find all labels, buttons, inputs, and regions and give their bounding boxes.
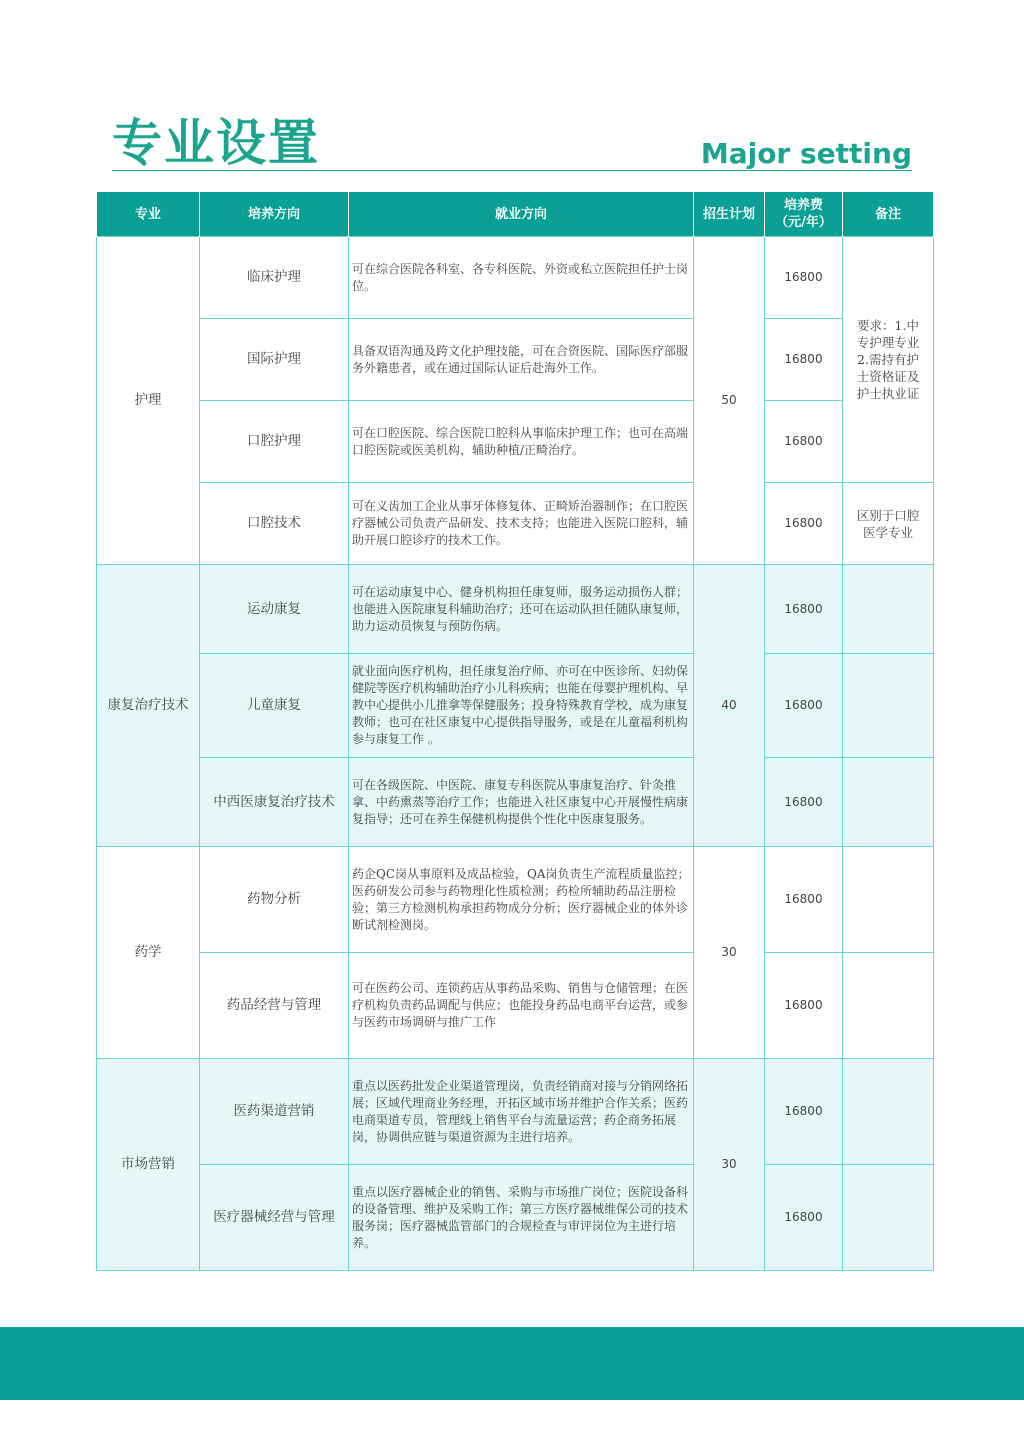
notes-cell xyxy=(843,654,934,758)
fee-cell: 16800 xyxy=(765,483,843,565)
col-header-plan: 招生计划 xyxy=(694,192,765,237)
table-row xyxy=(97,654,934,758)
col-header-fee-unit: （元/年） xyxy=(775,215,832,230)
fee-cell: 16800 xyxy=(765,1165,843,1271)
table-row xyxy=(97,565,934,654)
direction-cell: 中西医康复治疗技术 xyxy=(200,758,349,847)
employment-cell: 可在综合医院各科室、各专科医院、外资或私立医院担任护士岗位。 xyxy=(349,237,694,319)
fee-cell: 16800 xyxy=(765,758,843,847)
employment-cell: 可在运动康复中心、健身机构担任康复师，服务运动损伤人群；也能进入医院康复科辅助治疗；还可在运动队担任随队康复师，助力运动员恢复与预防伤病。 xyxy=(349,565,694,654)
col-header-major: 专业 xyxy=(97,192,200,237)
fee-cell: 16800 xyxy=(765,654,843,758)
fee-cell: 16800 xyxy=(765,237,843,319)
fee-cell: 16800 xyxy=(765,1059,843,1165)
notes-cell xyxy=(843,953,934,1059)
fee-cell: 16800 xyxy=(765,401,843,483)
table-row xyxy=(97,319,934,401)
fee-cell: 16800 xyxy=(765,565,843,654)
direction-cell: 医疗器械经营与管理 xyxy=(200,1165,349,1271)
employment-cell: 可在各级医院、中医院、康复专科医院从事康复治疗、针灸推拿、中药熏蒸等治疗工作；也能进入社区康复中心开展慢性病康复指导；还可在养生保健机构提供个性化中医康复服务。 xyxy=(349,758,694,847)
col-header-direction: 培养方向 xyxy=(200,192,349,237)
notes-cell xyxy=(843,1059,934,1165)
plan-cell: 30 xyxy=(694,1059,765,1271)
table-row xyxy=(97,237,934,319)
plan-cell: 30 xyxy=(694,847,765,1059)
employment-cell: 可在口腔医院、综合医院口腔科从事临床护理工作；也可在高端口腔医院或医美机构，辅助种植/正畸治疗。 xyxy=(349,401,694,483)
table-row xyxy=(97,401,934,483)
page-title: 专业设置 xyxy=(112,114,320,172)
direction-cell: 药物分析 xyxy=(200,847,349,953)
direction-cell: 临床护理 xyxy=(200,237,349,319)
col-header-employment: 就业方向 xyxy=(349,192,694,237)
footer-band xyxy=(0,1327,1024,1400)
title-divider xyxy=(112,170,912,171)
employment-cell: 就业面向医疗机构，担任康复治疗师、亦可在中医诊所、妇幼保健院等医疗机构辅助治疗小儿科疾病；也能在母婴护理机构、早教中心提供小儿推拿等保健服务；投身特殊教育学校，成为康复教师；也可在社区康复中心提供指导服务，或是在儿童福利机构参与康复工作 。 xyxy=(349,654,694,758)
notes-cell: 区别于口腔医学专业 xyxy=(843,483,934,565)
direction-cell: 医药渠道营销 xyxy=(200,1059,349,1165)
table-row xyxy=(97,953,934,1059)
page-subtitle-en: Major setting xyxy=(700,137,912,170)
direction-cell: 儿童康复 xyxy=(200,654,349,758)
employment-cell: 可在义齿加工企业从事牙体修复体、正畸矫治器制作；在口腔医疗器械公司负责产品研发、技术支持；也能进入医院口腔科，辅助开展口腔诊疗的技术工作。 xyxy=(349,483,694,565)
table-row xyxy=(97,758,934,847)
employment-cell: 重点以医药批发企业渠道管理岗，负责经销商对接与分销网络拓展；区域代理商业务经理，开拓区域市场并维护合作关系；医药电商渠道专员，管理线上销售平台与流量运营；药企商务拓展岗，协调供应链与渠道资源为主进行培养。 xyxy=(349,1059,694,1165)
direction-cell: 国际护理 xyxy=(200,319,349,401)
direction-cell: 口腔护理 xyxy=(200,401,349,483)
table-header-row xyxy=(97,192,934,237)
major-cell: 市场营销 xyxy=(97,1059,200,1271)
col-header-fee-label: 培养费 xyxy=(783,198,823,213)
fee-cell: 16800 xyxy=(765,319,843,401)
notes-cell xyxy=(843,847,934,953)
table-row xyxy=(97,1165,934,1271)
employment-cell: 具备双语沟通及跨文化护理技能，可在合资医院、国际医疗部服务外籍患者，或在通过国际认证后赴海外工作。 xyxy=(349,319,694,401)
table-row xyxy=(97,483,934,565)
col-header-notes: 备注 xyxy=(843,192,934,237)
notes-cell xyxy=(843,758,934,847)
plan-cell: 40 xyxy=(694,565,765,847)
direction-cell: 药品经营与管理 xyxy=(200,953,349,1059)
notes-cell xyxy=(843,1165,934,1271)
employment-cell: 重点以医疗器械企业的销售、采购与市场推广岗位；医院设备科的设备管理、维护及采购工作；第三方医疗器械维保公司的技术服务岗；医疗器械监管部门的合规检查与审评岗位为主进行培养。 xyxy=(349,1165,694,1271)
notes-cell xyxy=(843,237,934,483)
col-header-fee xyxy=(765,192,843,237)
table-row xyxy=(97,1059,934,1165)
plan-cell: 50 xyxy=(694,237,765,565)
major-cell: 护理 xyxy=(97,237,200,565)
employment-cell: 可在医药公司、连锁药店从事药品采购、销售与仓储管理；在医疗机构负责药品调配与供应；也能投身药品电商平台运营，或参与医药市场调研与推广工作 xyxy=(349,953,694,1059)
fee-cell: 16800 xyxy=(765,953,843,1059)
direction-cell: 运动康复 xyxy=(200,565,349,654)
employment-cell: 药企QC岗从事原料及成品检验，QA岗负责生产流程质量监控；医药研发公司参与药物理化性质检测；药检所辅助药品注册检验；第三方检测机构承担药物成分分析；医疗器械企业的体外诊断试剂检测岗。 xyxy=(349,847,694,953)
major-table xyxy=(96,192,934,1271)
note-requirement-2: 2.需持有护士资格证及护士执业证 xyxy=(856,352,920,401)
table-row xyxy=(97,847,934,953)
direction-cell: 口腔技术 xyxy=(200,483,349,565)
major-cell: 康复治疗技术 xyxy=(97,565,200,847)
notes-cell xyxy=(843,565,934,654)
major-cell: 药学 xyxy=(97,847,200,1059)
fee-cell: 16800 xyxy=(765,847,843,953)
note-requirement-1: 要求：1.中专护理专业 xyxy=(856,318,920,350)
